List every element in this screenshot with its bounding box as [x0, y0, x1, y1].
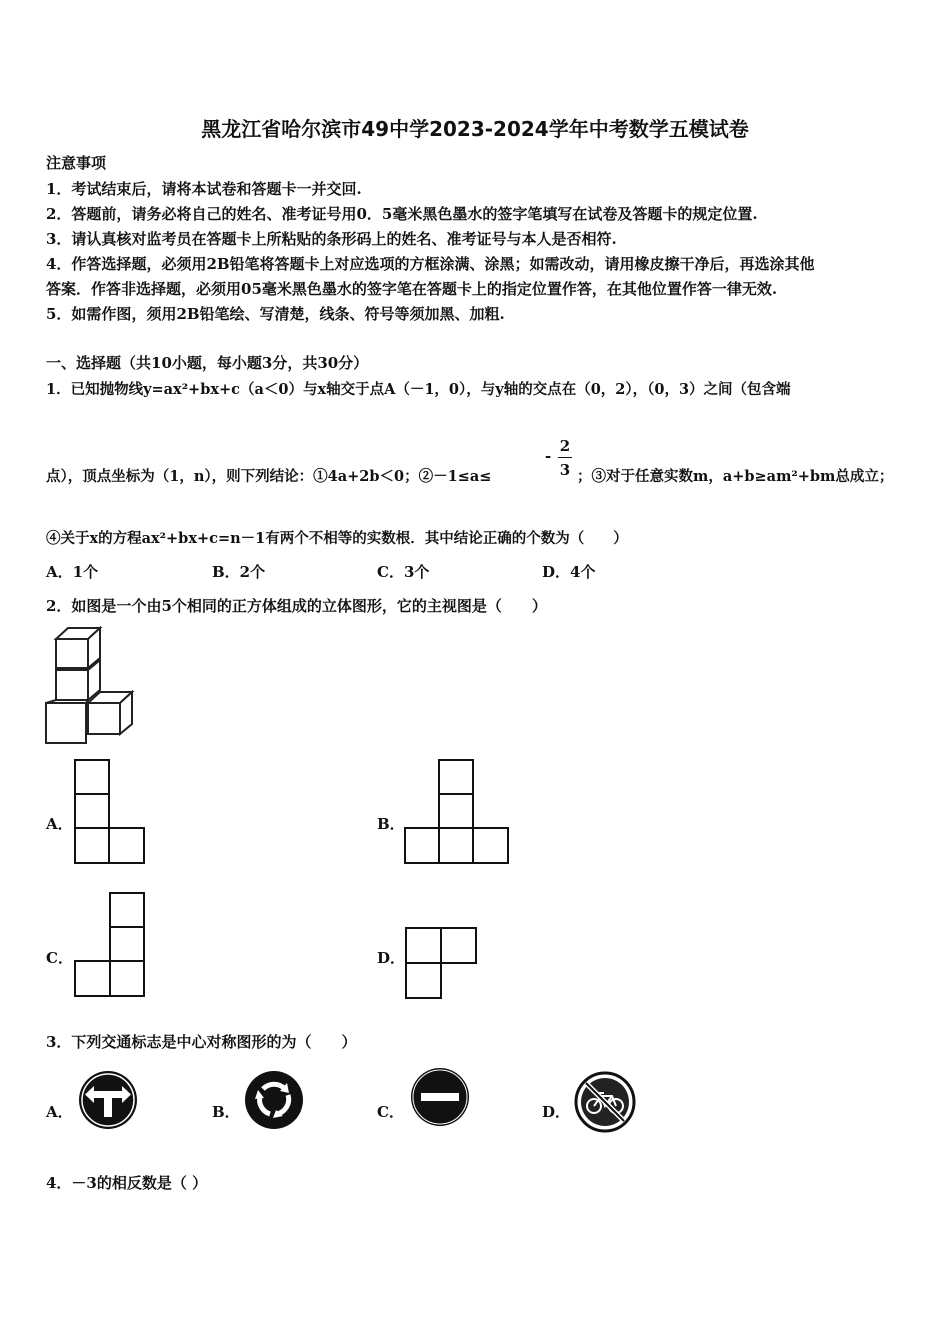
fraction-denominator: 3 [559, 461, 571, 479]
q1-option-c[interactable]: C．3个 [377, 563, 430, 581]
q3-option-b-label[interactable]: B． [212, 1103, 240, 1121]
notice-item: 3．请认真核对监考员在答题卡上所粘贴的条形码上的姓名、准考证号与本人是否相符. [46, 230, 617, 248]
q2-stem: 2．如图是一个由5个相同的正方体组成的立体图形，它的主视图是（ ） [46, 597, 547, 615]
q1-option-b[interactable]: B．2个 [212, 563, 266, 581]
q1-stem-line1: 1．已知抛物线y=ax²+bx+c（a＜0）与x轴交于点A（－1，0），与y轴的交点在（0，2），（0，3）之间（包含端 [46, 381, 791, 398]
turn-left-right-sign-icon[interactable] [77, 1069, 139, 1131]
no-bicycle-sign-icon[interactable] [574, 1071, 636, 1133]
q2-option-c-label[interactable]: C． [46, 949, 73, 967]
roundabout-sign-icon[interactable] [243, 1069, 305, 1131]
no-entry-sign-icon[interactable] [409, 1066, 471, 1128]
q4-stem: 4．－3的相反数是（ ） [46, 1174, 208, 1192]
q2-option-b-label[interactable]: B． [377, 815, 405, 833]
q2-option-d-figure[interactable] [405, 927, 480, 1002]
q2-option-a-label[interactable]: A． [46, 815, 73, 833]
q2-option-c-figure[interactable] [74, 892, 149, 1002]
fraction-sign: - [545, 447, 552, 465]
page-title: 黑龙江省哈尔滨市49中学2023-2024学年中考数学五模试卷 [201, 117, 749, 141]
q2-option-b-figure[interactable] [404, 759, 514, 869]
q1-option-a[interactable]: A．1个 [46, 563, 99, 581]
q3-option-c-label[interactable]: C． [377, 1103, 404, 1121]
notice-item: 4．作答选择题，必须用2B铅笔将答题卡上对应选项的方框涂满、涂黑；如需改动，请用橡皮擦干净后，再选涂其他 [46, 255, 815, 273]
notice-item: 5．如需作图，须用2B铅笔绘、写清楚，线条、符号等须加黑、加粗. [46, 305, 505, 323]
notice-item: 2．答题前，请务必将自己的姓名、准考证号用0．5毫米黑色墨水的签字笔填写在试卷及答题卡的规定位置. [46, 205, 758, 223]
notice-item: 答案．作答非选择题，必须用05毫米黑色墨水的签字笔在答题卡上的指定位置作答，在其他位置作答一律无效. [46, 280, 778, 298]
q1-stem-line2: 点），顶点坐标为（1，n），则下列结论：①4a+2b＜0；②－1≤a≤ [46, 468, 492, 485]
fraction-numerator: 2 [559, 437, 571, 455]
q3-option-d-label[interactable]: D． [542, 1103, 571, 1121]
q2-option-a-figure[interactable] [74, 759, 149, 869]
q3-stem: 3．下列交通标志是中心对称图形的为（ ） [46, 1033, 357, 1051]
cube-solid-figure [44, 626, 139, 746]
section-heading: 一、选择题（共10小题，每小题3分，共30分） [46, 354, 369, 372]
q2-option-d-label[interactable]: D． [377, 949, 406, 967]
q1-option-d[interactable]: D．4个 [542, 563, 596, 581]
notice-heading: 注意事项 [46, 154, 107, 172]
q1-stem-line3: ④关于x的方程ax²+bx+c=n－1有两个不相等的实数根．其中结论正确的个数为（ ） [46, 530, 628, 547]
fraction-bar [558, 457, 572, 458]
notice-item: 1．考试结束后，请将本试卷和答题卡一并交回. [46, 180, 362, 198]
q1-stem-line2-end: ；③对于任意实数m，a+b≥am²+bm总成立； [577, 468, 894, 485]
q3-option-a-label[interactable]: A． [46, 1103, 73, 1121]
